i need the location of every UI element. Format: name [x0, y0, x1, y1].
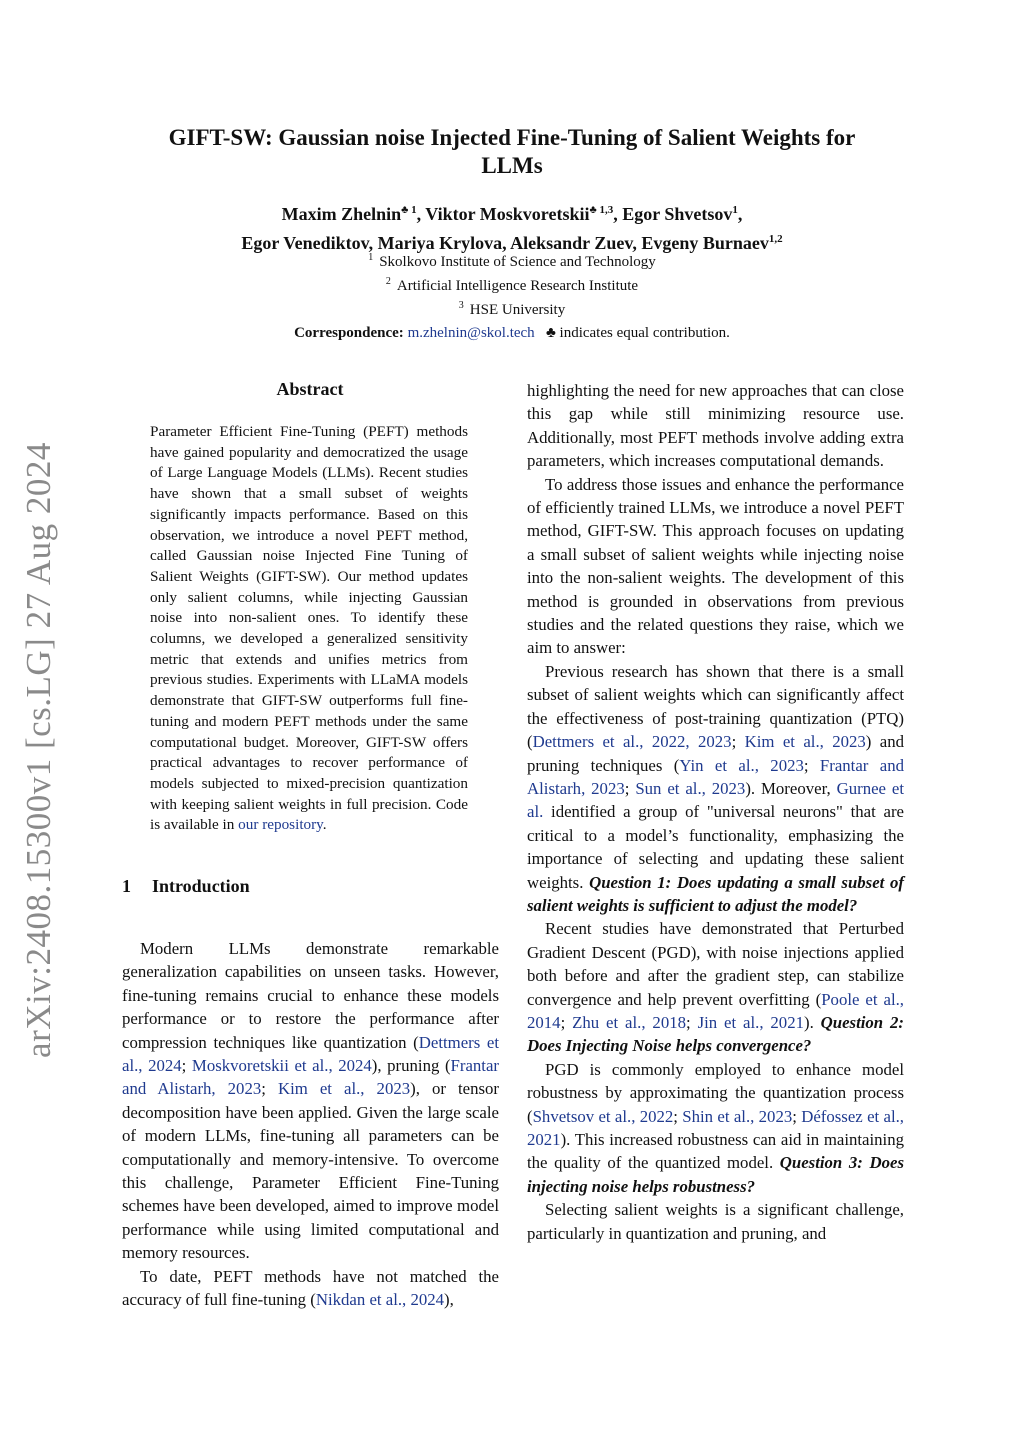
- author-name: Egor Shvetsov: [622, 204, 733, 224]
- citation-link[interactable]: Frantar and Alistarh, 2023: [122, 1056, 500, 1099]
- citation-link[interactable]: Dettmers et al., 2024: [122, 1032, 499, 1076]
- citation-link[interactable]: Yin et al., 2023: [679, 755, 804, 775]
- citation-link[interactable]: Poole et al., 2014: [527, 989, 904, 1032]
- paragraph: Recent studies have demonstrated that Perturbed Gradient Descent (PGD), with noise injections applied both before and after the gradient step, can stabilize convergence and help prevent overfitting (Poole et al., 2014; Zhu et al., 2018; Jin et al., 2021). Question 2: Does Injecting Noise helps convergence?: [527, 919, 905, 1056]
- citation-link[interactable]: Kim et al., 2023: [744, 732, 866, 752]
- arxiv-identifier-stamp: [8, 420, 70, 1080]
- research-question-1: Question 1: Does updating a small subset of salient weights is sufficient to adjust the model?: [527, 872, 904, 915]
- abstract-body: Parameter Efficient Fine-Tuning (PEFT) methods have gained popularity and democratized the usage of Large Language Models (LLMs). Recent studies have shown that a small subset of weights significantly impacts performance. Based on this observation, we introduce a novel PEFT method, called Gaussian noise Injected Fine Tuning of Salient Weights (GIFT-SW). Our method updates only salient columns, while injecting Gaussian noise into non-salient ones. To identify these columns, we developed a generalized sensitivity metric that extends and unifies metrics from previous studies. Experiments with LLaMA models demonstrate that GIFT-SW outperforms full fine-tuning and modern PEFT methods under the same computational budget. Moreover, GIFT-SW offers practical advantages to recover performance of models subjected to mixed-precision quantization with keeping salient weights in full precision. Code is available in our repository.: [150, 423, 468, 834]
- research-question-2: Question 2: Does Injecting Noise helps convergence?: [527, 1012, 905, 1056]
- correspondence-line: [100, 325, 924, 342]
- section-number: 1: [122, 876, 131, 896]
- citation-link[interactable]: Sun et al., 2023: [635, 778, 746, 798]
- citation-link[interactable]: Gurnee et al.: [527, 778, 904, 822]
- repository-link[interactable]: our repository: [238, 816, 323, 834]
- author-name: Maxim Zhelnin: [281, 204, 402, 224]
- section-title: Introduction: [152, 876, 250, 896]
- citation-link[interactable]: Shvetsov et al., 2022: [532, 1106, 674, 1126]
- citation-link[interactable]: Nikdan et al., 2024: [315, 1290, 445, 1310]
- citation-link[interactable]: Kim et al., 2023: [277, 1079, 411, 1099]
- author-name: Viktor Moskvoretskii: [425, 204, 590, 224]
- paragraph: Previous research has shown that there is a small subset of salient weights which can significantly affect the effectiveness of post-training quantization (PTQ) (Dettmers et al., 2022, 2023; Kim et al., 2023) and pruning techniques (Yin et al., 2023; Frantar and Alistarh, 2023; Sun et al., 2023). Moreover, Gurnee et al. identified a group of "universal neurons" that are critical to a model’s functionality, emphasizing the importance of selecting and updating these salient weights. Question 1: Does updating a small subset of salient weights is sufficient to adjust the model?: [527, 661, 904, 915]
- affiliation-2: $^2$ Artificial Intelligence Research Institute: [385, 276, 639, 294]
- title-line-2: LLMs: [481, 153, 543, 178]
- author-name: Egor Venediktov: [241, 233, 369, 253]
- author-name: Mariya Krylova: [377, 233, 503, 253]
- arxiv-id-text: arXiv:2408.15300v1 [cs.LG] 27 Aug 2024: [19, 442, 58, 1058]
- paragraph: To date, PEFT methods have not matched the accuracy of full fine-tuning (Nikdan et al., 2024),: [122, 1266, 499, 1310]
- correspondence-email-link[interactable]: m.zhelnin@skol.tech: [407, 325, 535, 341]
- citation-link[interactable]: Dettmers et al., 2022, 2023: [532, 732, 732, 752]
- paragraph: Selecting salient weights is a significant challenge, particularly in quantization and pruning, and: [527, 1200, 904, 1243]
- citation-link[interactable]: Shin et al., 2023: [682, 1106, 793, 1126]
- correspondence-label: Correspondence:: [294, 325, 404, 341]
- citation-link[interactable]: Moskvoretskii et al., 2024: [191, 1056, 372, 1076]
- left-column-body: [122, 937, 499, 1312]
- citation-link[interactable]: Défossez et al., 2021: [527, 1106, 905, 1149]
- citation-link[interactable]: Frantar and Alistarh, 2023: [527, 755, 904, 798]
- paragraph: PGD is commonly employed to enhance model robustness by approximating the quantization process (Shvetsov et al., 2022; Shin et al., 2023; Défossez et al., 2021). This increased robustness can aid in maintaining the quality of the quantized model. Question 3: Does injecting noise helps robustness?: [527, 1059, 905, 1196]
- research-question-3: Question 3: Does injecting noise helps robustness?: [527, 1153, 904, 1196]
- paragraph: To address those issues and enhance the performance of efficiently trained LLMs, we introduce a novel PEFT method, GIFT-SW. This approach focuses on updating a small subset of salient weights while injecting noise into the non-salient weights. The development of this method is grounded in observations from previous studies and the related questions they raise, which we aim to answer:: [527, 474, 904, 658]
- author-list: Maxim Zhelnin$^{♣ 1}$, Viktor Moskvoretskii$^{♣ 1,3}$, Egor Shvetsov$^1$, Egor Venediktov, Mariya Krylova, Aleksandr Zuev, Evgeny Burnaev$^{1,2}$: [241, 204, 783, 253]
- abstract-heading: Abstract: [276, 379, 344, 399]
- author-name: Aleksandr Zuev: [510, 233, 633, 253]
- section-heading-introduction: [122, 876, 250, 897]
- author-name: Evgeny Burnaev: [641, 233, 769, 253]
- affiliation-1: $^1$ Skolkovo Institute of Science and Technology: [368, 252, 656, 270]
- paragraph: Modern LLMs demonstrate remarkable generalization capabilities on unseen tasks. However, fine-tuning remains crucial to enhance these models performance or to restore the performance after compression techniques like quantization (Dettmers et al., 2024; Moskvoretskii et al., 2024), pruning (Frantar and Alistarh, 2023; Kim et al., 2023), or tensor decomposition have been applied. Given the large scale of modern LLMs, fine-tuning all parameters can be computationally and memory-intensive. To overcome this challenge, Parameter Efficient Fine-Tuning schemes have been developed, aimed to improve model performance while using limited computational and memory resources.: [122, 939, 500, 1263]
- citation-link[interactable]: Jin et al., 2021: [697, 1012, 804, 1032]
- title-line-1: GIFT-SW: Gaussian noise Injected Fine-Tuning of Salient Weights for: [168, 125, 856, 150]
- citation-link[interactable]: Zhu et al., 2018: [572, 1012, 686, 1032]
- right-column-body: [527, 379, 904, 1245]
- author-affil-mark: 1: [732, 204, 738, 216]
- author-affil-mark: ♣ 1,3: [589, 204, 614, 216]
- equal-contribution-note: ♣ indicates equal contribution.: [545, 325, 730, 341]
- affiliation-3: $^3$ HSE University: [458, 300, 566, 318]
- author-affil-mark: ♣ 1: [401, 204, 417, 216]
- paragraph: highlighting the need for new approaches that can close this gap while still minimizing resource use. Additionally, most PEFT methods involve adding extra parameters, which increases computational demands.: [527, 381, 904, 471]
- author-affil-mark: 1,2: [768, 233, 783, 245]
- paper-title: [100, 124, 924, 180]
